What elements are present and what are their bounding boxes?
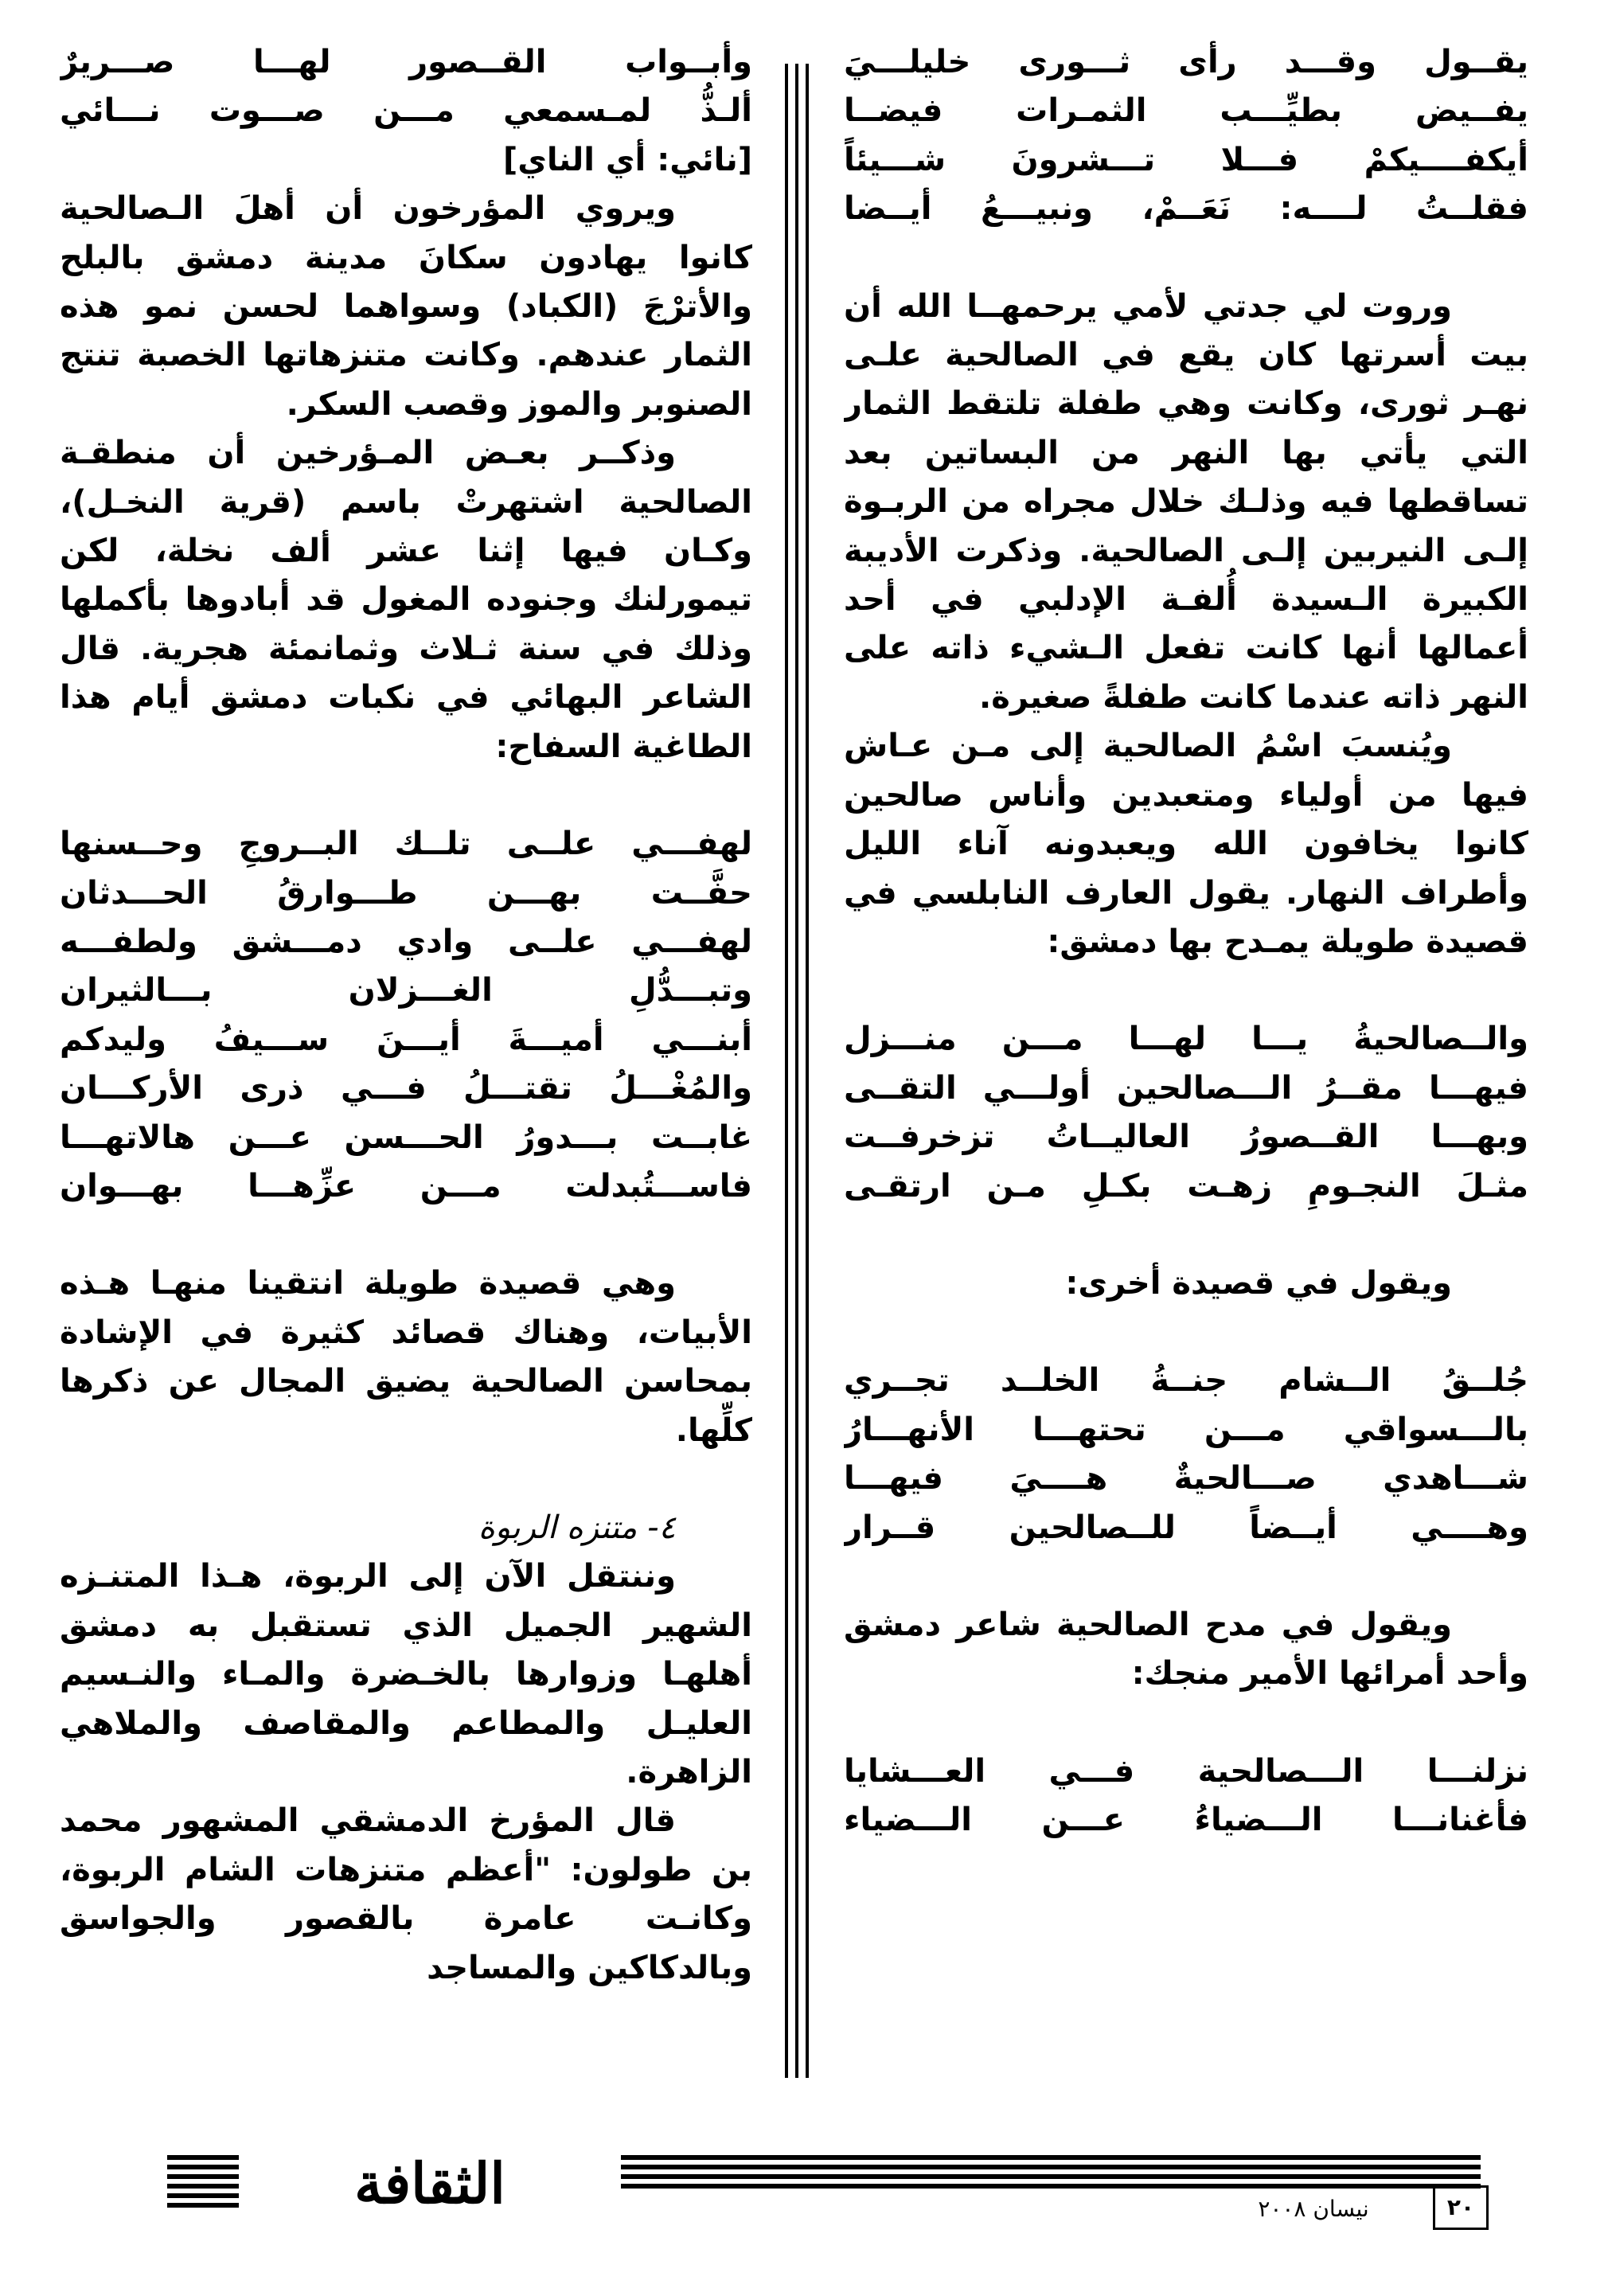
paragraph: وننتقل الآن إلى الربوة، هـذا المتنـزه الشهير الجميل الذي تستقبل به دمشق أهلهـا وزوارها بالخـضرة والمـاء والنـسيم العليـل والمطاعم والمقاصف والملاهي الزاهرة. xyxy=(60,1558,752,1790)
verse-line: فيهـــا مقــرُ الـــصالحين أولـــي التقــى xyxy=(844,1069,1528,1107)
footer-rule-lines xyxy=(621,2155,1481,2193)
footer xyxy=(0,2146,1608,2257)
poem-verses xyxy=(844,38,1528,234)
verse-line: وتبـــدُّلِ الغـــزلان بـــالثيران xyxy=(60,972,752,1009)
verse-line: والمُغْـــلُ تقتـــلُ فـــي ذرى الأركـــان xyxy=(60,1070,752,1107)
right-column xyxy=(844,38,1528,2084)
verse-line: حفَّــت بهـــن طـــوارقُ الحـــدثان xyxy=(60,874,752,912)
verse-line: أيكفــــيكمْ فـــلا تـــشرونَ شـــيئاً xyxy=(844,141,1528,178)
section-title: ٤- متنزه الربوة xyxy=(478,1509,676,1546)
paragraph: وروت لي جدتي لأمي يرحمهــا الله أن بيت أسرتها كان يقع في الصالحية علـى نهـر ثورى، وكانت وهي طفلة تلتقط الثمار التي يأتي بها النهر من البساتين بعد تساقطها فيه وذلـك خلال مجراه من الربـوة إلـى النيربين إلـى الصالحية. وذكرت الأديبة الكبيرة الـسيدة أُلفـة الإدلبي في أحد أعمالها أنها كانت تفعل الـشيء ذاته على النهر ذاته عندما كانت طفلةً صغيرة. xyxy=(844,287,1528,716)
verse-line: فاســـتُبدلت مـــن عزِّهـــا بهـــوان xyxy=(60,1167,752,1205)
verse-line: شـــاهدي صـــالحيةٌ هــــيَ فيهـــا xyxy=(844,1460,1528,1497)
verse-line: أبنـــي أميـــةَ أيـــنَ ســـيفُ وليدكم xyxy=(60,1021,752,1058)
verse-line: وهــــي أيــضاً للــصالحين قــرار xyxy=(844,1509,1528,1546)
poem-verses xyxy=(60,38,752,136)
bracket-note: [نائي: أي الناي] xyxy=(502,141,752,178)
paragraph: ويروي المؤرخون أن أهلَ الـصالحية كانوا يهادون سكانَ مدينة دمشق بالبلح والأترْجَ (الكباد) وسواهما لحسن نمو هذه الثمار عندهم. وكانت متنزهاتها الخصبة تنتج الصنوبر والموز وقصب السكر. xyxy=(60,190,752,423)
column-divider xyxy=(785,64,809,2078)
poem-verses xyxy=(844,1357,1528,1552)
paragraph: ويقول في قصيدة أخرى: xyxy=(1065,1264,1452,1302)
left-column xyxy=(60,38,752,2084)
paragraph: قال المؤرخ الدمشقي المشهور محمد بن طولون: "أعظم متنزهات الشام الربوة، وكانـت عامرة بالقصور والجواسق وبالدكاكين والمساجد xyxy=(60,1802,752,1986)
verse-line: وأبــواب القــصور لهـــا صـــريرٌ xyxy=(60,44,752,80)
masthead-logo: الثقافة xyxy=(239,2146,621,2221)
verse-line: والــصالحيةُ يـــا لهـــا مـــن منـــزل xyxy=(844,1021,1528,1058)
verse-line: فأغنانـــا الـــضياءُ عـــن الـــضياء xyxy=(844,1802,1528,1839)
verse-line: وبهـــا القــصورُ العاليــاتُ تزخرفــت xyxy=(844,1119,1528,1156)
verse-line: يفــيض بطيِّـــب الثمـرات فيضــا xyxy=(844,92,1528,130)
verse-line: لهفـــي علــى تلــك البــروجِ وحــسنها xyxy=(60,826,752,863)
paragraph: وهي قصيدة طويلة انتقينا منهـا هـذه الأبيات، وهناك قصائد كثيرة في الإشادة بمحاسن الصالحية يضيق المجال عن ذكرها كلِّها. xyxy=(60,1265,752,1449)
verse-line: نزلنـــا الـــصالحية فـــي العـــشايا xyxy=(844,1752,1528,1790)
paragraph: ويقول في مدح الصالحية شاعر دمشق وأحد أمرائها الأمير منجك: xyxy=(844,1606,1528,1693)
page-number: ٢٠ xyxy=(1433,2185,1489,2230)
paragraph: ويُنسبَ اسْمُ الصالحية إلى مـن عـاش فيها من أولياء ومتعبدين وأناس صالحين كانوا يخافون الله ويعبدونه آناء الليل وأطراف النهار. يقول العارف النابلسي في قصيدة طويلة يمـدح بها دمشق: xyxy=(844,728,1528,960)
paragraph: وذكــر بعـض المـؤرخين أن منطقـة الصالحية اشتهرتْ باسم (قرية النخـل)، وكـان فيها إثنا عشر ألف نخلة، لكن تيمورلنك وجنوده المغول قد أبادوها بأكملها وذلك في سنة ثـلاث وثمانمئة هجرية. قال الشاعر البهائي في نكبات دمشق أيام هذا الطاغية السفاح: xyxy=(60,435,752,765)
verse-line: يقــول وقـــد رأى ثـــورى خليلـــيَ xyxy=(844,44,1528,80)
verse-line: لهفـــي علــى وادي دمـــشق ولطفـــه xyxy=(60,923,752,960)
poem-verses xyxy=(844,1747,1528,1845)
verse-line: ألـذُّ لمـسمعي مـــن صـــوت نـــائي xyxy=(60,92,752,130)
verse-line: مثـلَ النجـومِ زهـت بكـلِ مـن ارتقـى xyxy=(844,1167,1528,1205)
verse-line: فقلــتُ لــــه: نَعَــمْ، ونبيـــعُ أيــضا xyxy=(844,190,1528,228)
verse-line: جُلــقُ الــشام جنــةُ الخلــد تجــري xyxy=(844,1362,1528,1400)
verse-line: بالـــسواقي مـــن تحتهـــا الأنهـــارُ xyxy=(844,1411,1528,1448)
verse-line: غابــت بـــدورُ الحـــسن عـــن هالاتهـــا xyxy=(60,1119,752,1156)
poem-verses xyxy=(60,820,752,1211)
issue-date: نيسان ٢٠٠٨ xyxy=(1258,2196,1369,2222)
poem-verses xyxy=(844,1015,1528,1211)
